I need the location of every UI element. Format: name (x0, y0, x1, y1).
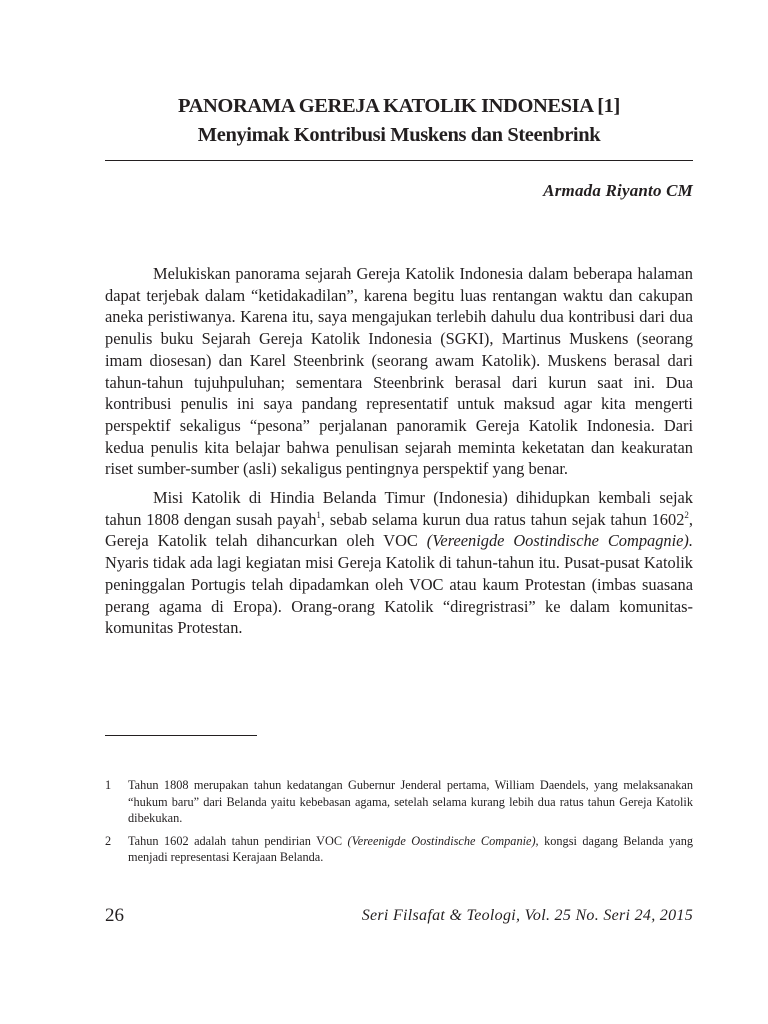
title-line-1: PANORAMA GEREJA KATOLIK INDONESIA [1] (178, 95, 620, 117)
page-number: 26 (105, 905, 124, 926)
author-name: Armada Riyanto CM (543, 181, 693, 200)
running-footer-title: Seri Filsafat & Teologi, Vol. 25 No. Seri 24, 2015 (361, 907, 693, 924)
paragraph-2-text: Misi Katolik di Hindia Belanda Timur (Indonesia) dihidupkan kembali sejak tahun 1808 dengan susah payah (105, 488, 693, 529)
journal-page (105, 0, 693, 1024)
paragraph-2-text: , Gereja Katolik telah dihancurkan oleh VOC (105, 509, 693, 551)
footnote-text: Tahun 1808 merupakan tahun kedatangan Gubernur Jenderal pertama, William Daendels, yang melaksanakan “hukum baru” dari Belanda yaitu kebebasan agama, setelah selama kurang lebih dua ratus tahun Gereja Katolik dibekukan. (128, 778, 693, 826)
title-line-2: Menyimak Kontribusi Muskens dan Steenbrink (197, 124, 601, 146)
body-paragraph-1: Melukiskan panorama sejarah Gereja Katolik Indonesia dalam beberapa halaman dapat terjebak dalam “ketidakadilan”, karena begitu luas rentangan waktu dan cakupan aneka peristiwanya. Karena itu, saya mengajukan terlebih dahulu dua kontribusi dari dua penulis buku Sejarah Gereja Katolik Indonesia (SGKI), Martinus Muskens (seorang imam diosesan) dan Karel Steenbrink (seorang awam Katolik). Muskens berasal dari tahun-tahun tujuhpuluhan; sementara Steenbrink berasal dari kurun saat ini. Dua kontribusi penulis ini saya pandang representatif untuk maksud agar kita mengerti perspektif sekaligus “pesona” perjalanan panoramik Gereja Katolik Indonesia. Dari kedua penulis kita belajar bahwa penulisan sejarah meminta keketatan dan keakuratan riset sumber-sumber (asli) sekaligus pentingnya perspektif yang benar. (105, 264, 693, 479)
title-divider (105, 160, 693, 161)
article-title (105, 92, 693, 150)
footnotes (105, 777, 693, 866)
footnote-2 (105, 833, 693, 866)
article-body (105, 263, 693, 639)
footnote-text: kongsi dagang Belanda yang menjadi representasi Kerajaan Belanda. (128, 833, 693, 865)
footnote-number: 2 (105, 833, 112, 848)
voc-italic-name: (Vereenigde Oostindische Compagnie). (426, 531, 693, 551)
footnote-ref-1[interactable]: 1 (316, 509, 321, 520)
footnote-italic-name: (Vereenigde Oostindische Companie), (347, 833, 539, 848)
footnote-divider (105, 735, 257, 736)
footnote-ref-2[interactable]: 2 (684, 509, 689, 520)
footnote-text: Tahun 1602 adalah tahun pendirian VOC (128, 833, 348, 848)
footnote-1 (105, 777, 693, 827)
paragraph-2-text: Nyaris tidak ada lagi kegiatan misi Gereja Katolik di tahun-tahun itu. Pusat-pusat Katolik peninggalan Portugis telah dipadamkan oleh VOC atau kaum Protestan (imbas suasana perang agama di Eropa). Orang-orang Katolik “diregristrasi” ke dalam komunitas-komunitas Protestan. (105, 553, 693, 638)
paragraph-2-text: , sebab selama kurun dua ratus tahun sejak tahun 1602 (320, 509, 685, 529)
body-paragraph-2 (105, 487, 693, 639)
footnote-number: 1 (105, 778, 112, 792)
